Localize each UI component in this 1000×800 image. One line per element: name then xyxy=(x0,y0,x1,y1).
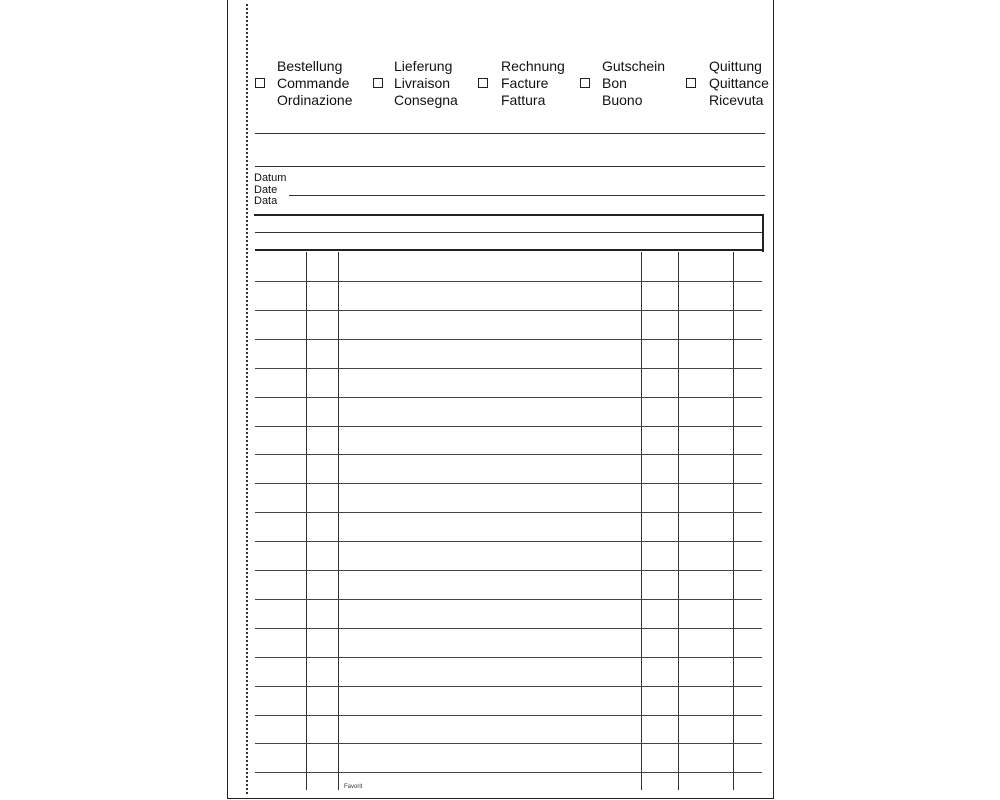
table-row-line[interactable] xyxy=(255,512,762,513)
label-it: Ricevuta xyxy=(709,92,764,108)
table-header-box xyxy=(254,214,764,252)
label-fr: Bon xyxy=(602,75,627,91)
table-row-line[interactable] xyxy=(255,715,762,716)
label-fr: Facture xyxy=(501,75,549,91)
table-row-line[interactable] xyxy=(255,657,762,658)
date-label xyxy=(254,173,286,208)
date-label-fr: Date xyxy=(254,183,278,196)
table-row-line[interactable] xyxy=(255,426,762,427)
column-divider xyxy=(678,252,679,790)
label-it: Fattura xyxy=(501,92,546,108)
table-row-line[interactable] xyxy=(255,397,762,398)
column-divider xyxy=(733,252,734,790)
label-fr: Livraison xyxy=(394,75,451,91)
table-row-line[interactable] xyxy=(255,628,762,629)
table-row-line[interactable] xyxy=(255,743,762,744)
column-divider xyxy=(641,252,642,790)
label-it: Consegna xyxy=(394,92,458,108)
form-sheet xyxy=(227,0,774,799)
column-divider xyxy=(306,252,307,790)
header-line-2 xyxy=(255,249,762,251)
table-row-line[interactable] xyxy=(255,281,762,282)
label-fr: Quittance xyxy=(709,75,769,91)
header-line-1 xyxy=(255,232,762,233)
table-right-edge xyxy=(762,214,764,252)
checkbox-voucher[interactable] xyxy=(580,78,590,88)
label-de: Rechnung xyxy=(501,58,565,74)
brand-imprint: Favorit xyxy=(344,784,363,790)
table-row-line[interactable] xyxy=(255,483,762,484)
column-divider xyxy=(338,252,339,790)
table-row-line[interactable] xyxy=(255,541,762,542)
label-it: Ordinazione xyxy=(277,92,353,108)
table-row-line[interactable] xyxy=(255,368,762,369)
address-line-1[interactable] xyxy=(255,133,765,134)
checkbox-receipt[interactable] xyxy=(686,78,696,88)
date-label-de: Datum xyxy=(254,172,287,184)
checkbox-order[interactable] xyxy=(255,78,265,88)
table-row-line[interactable] xyxy=(255,454,762,455)
label-fr: Commande xyxy=(277,75,350,91)
label-it: Buono xyxy=(602,92,643,108)
table-row-line[interactable] xyxy=(255,772,762,773)
checkbox-delivery[interactable] xyxy=(373,78,383,88)
label-de: Bestellung xyxy=(277,58,343,74)
table-row-line[interactable] xyxy=(255,686,762,687)
perforation-line xyxy=(246,4,248,794)
label-de: Lieferung xyxy=(394,58,453,74)
checkbox-invoice[interactable] xyxy=(478,78,488,88)
address-line-2[interactable] xyxy=(255,166,765,167)
date-line[interactable] xyxy=(289,195,765,196)
label-de: Gutschein xyxy=(602,58,666,74)
table-row-line[interactable] xyxy=(255,570,762,571)
label-de: Quittung xyxy=(709,58,762,74)
date-label-it: Data xyxy=(254,195,278,207)
table-row-line[interactable] xyxy=(255,310,762,311)
table-row-line[interactable] xyxy=(255,599,762,600)
table-row-line[interactable] xyxy=(255,339,762,340)
